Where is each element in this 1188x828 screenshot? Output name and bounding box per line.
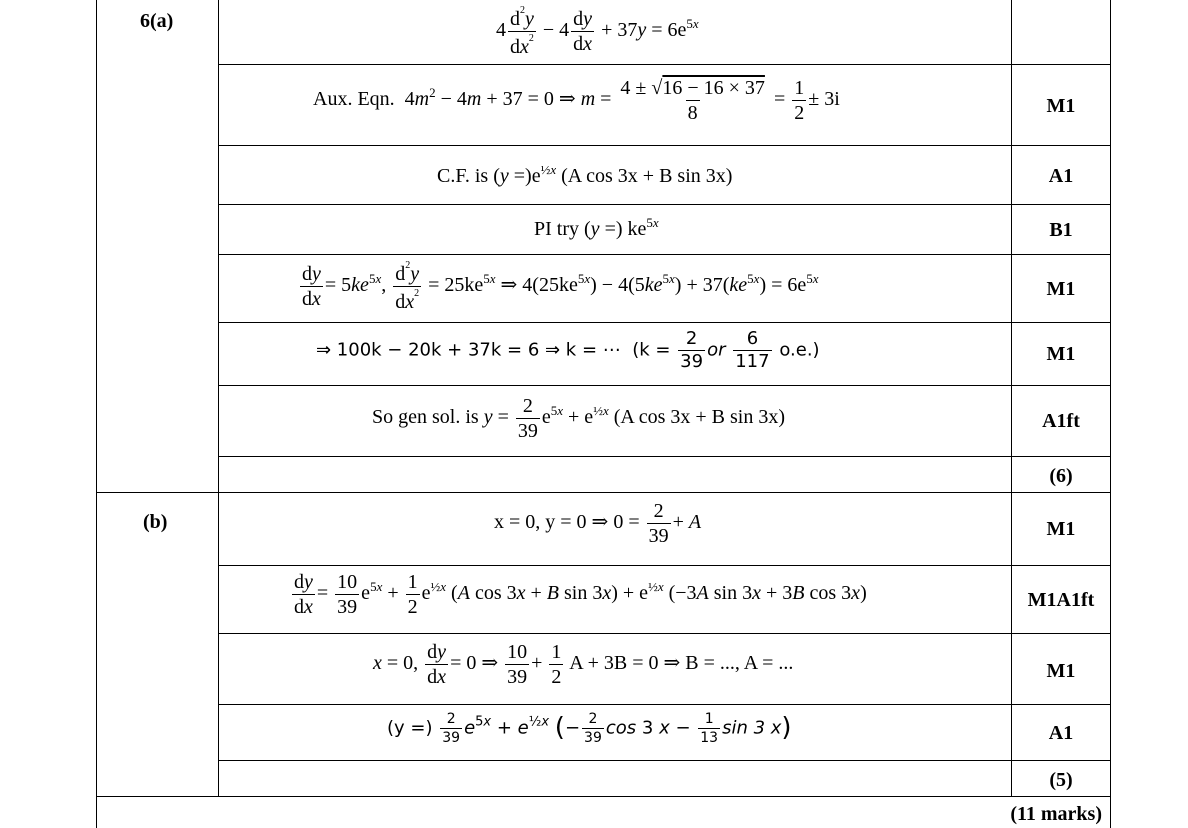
mark-substitution: M1 [1046,278,1076,300]
mark-bc2: M1 [1046,660,1076,682]
particular-integral-trial: PI try (y =) $ke^{5x}$ [534,215,659,240]
row-divider [218,64,1110,65]
mark-pi: B1 [1049,219,1073,241]
boundary-condition-1: x = 0, y = 0 ⇒ 0 = $\frac{2}{39}$ + A [494,500,702,547]
table-bottom-border [96,796,1111,797]
mark-aux-eqn: M1 [1046,95,1076,117]
mark-part-a-total: (6) [1049,465,1073,487]
row-divider [218,385,1110,386]
mark-part-b-total: (5) [1049,769,1073,791]
mark-cf: A1 [1048,165,1074,187]
final-particular-solution: (y =) $\frac{2}{39}$ $e^{5x} + e^{\frac{1}{2}x}$ (− $\frac{2}{39}$ cos 3 x − $\frac{1}{13}$ sin 3 x) [387,711,792,746]
row-divider [218,633,1110,634]
row-divider [218,704,1110,705]
complementary-function: C.F. is $(y =)e^{\frac{1}{2}x}$ (A cos 3x + B sin 3x) [437,162,733,187]
part-divider [96,492,1110,493]
mark-solve-k: M1 [1046,343,1076,365]
question-column-divider [218,0,219,796]
table-left-border [96,0,97,828]
mark-bc1: M1 [1046,518,1076,540]
row-divider [218,254,1110,255]
question-label-6b: (b) [143,511,168,533]
general-solution: So gen sol. is y = $\frac{2}{39}$ $e^{5x} + e^{\frac{1}{2}x}$ (A cos 3x + B sin 3x) [372,395,785,442]
boundary-condition-2: x = 0, $\frac{dy}{dx}$ = 0 ⇒ $\frac{10}{39}$ + $\frac{1}{2}$ A + 3B = 0 ⇒ B = ..., A = ... [373,641,794,688]
auxiliary-equation: Aux. Eqn. $4m^2 - 4m + 37 = 0$ ⇒ m = $\frac{4 \pm √16 - 16 \times 37}{8}$ = $\frac{1}{2}$ ± 3i [313,77,840,124]
mark-derivative: M1A1ft [1027,589,1095,611]
derivative-substitution: $\frac{dy}{dx}$ = $5ke^{5x}$, $\frac{d^2y}{dx^2}$ = $25ke^{5x}$ ⇒ $4(25ke^{5x}) - 4(5ke^{5x}) + 37(ke^{5x}) = 6e^{5x}$ [302,260,819,313]
row-divider [218,760,1110,761]
mark-gen-sol: A1ft [1042,410,1080,432]
mark-final: A1 [1048,722,1074,744]
row-divider [218,456,1110,457]
row-divider [218,204,1110,205]
question-label-6a: 6(a) [140,10,174,32]
differential-equation: 4 $\frac{d^2y}{dx^2}$ − 4 $\frac{dy}{dx}$ + $37y = 6e^{5x}$ [496,5,699,58]
solve-for-k: ⇒ 100k − 20k + 37k = 6 ⇒ k = ⋯ (k = $\frac{2}{39}$ or $\frac{6}{117}$ o.e.) [316,328,820,372]
row-divider [218,565,1110,566]
total-marks: (11 marks) [1010,803,1102,825]
row-divider [218,145,1110,146]
derivative-general-solution: $\frac{dy}{dx}$ = $\frac{10}{39}$ $e^{5x}$ + $\frac{1}{2}$ $e^{\frac{1}{2}x}$ (A cos 3x + B $\sin 3x) + e^{\frac{1}{2}x}$ (−3A sin 3x + 3B cos 3x) [294,571,867,618]
table-right-border [1110,0,1111,828]
row-divider [218,322,1110,323]
